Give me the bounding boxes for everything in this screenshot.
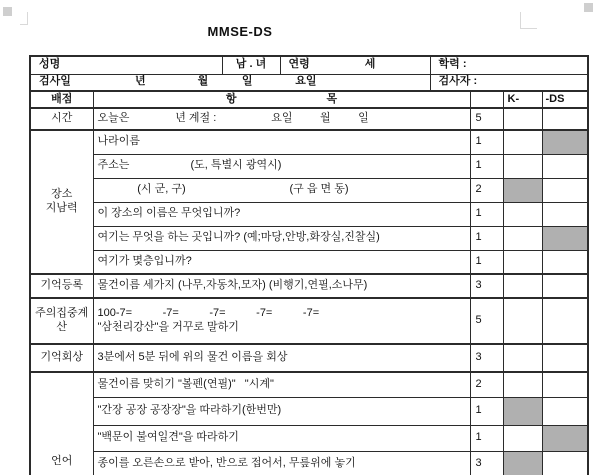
ds-entry-cell[interactable] xyxy=(542,397,588,425)
k-entry-cell[interactable] xyxy=(503,344,542,372)
k-entry-cell-shaded xyxy=(503,178,542,202)
ds-entry-cell-shaded xyxy=(542,226,588,250)
k-entry-cell[interactable] xyxy=(503,130,542,154)
score-value: 1 xyxy=(470,226,503,250)
score-value: 3 xyxy=(470,451,503,475)
item-line: 100-7= -7= -7= -7= -7= xyxy=(97,307,320,320)
item-text: 주소는 (도, 특별시 광역시) xyxy=(93,154,470,178)
ds-column-header: -DS xyxy=(542,91,588,108)
score-value: 2 xyxy=(470,372,503,397)
score-value: 3 xyxy=(470,344,503,372)
ds-entry-cell-shaded xyxy=(542,130,588,154)
k-entry-cell[interactable] xyxy=(503,250,542,274)
ds-entry-cell-shaded xyxy=(542,425,588,451)
ds-entry-cell[interactable] xyxy=(542,274,588,298)
score-value: 5 xyxy=(470,298,503,344)
k-entry-cell[interactable] xyxy=(503,298,542,344)
group-label-attention-calculation xyxy=(30,298,93,344)
score-column-header: 배점 xyxy=(30,91,93,108)
page-corner-artifact xyxy=(3,7,12,16)
score-value: 1 xyxy=(470,154,503,178)
sex-field: 남 . 녀 xyxy=(222,56,280,74)
education-field[interactable]: 학력 : xyxy=(430,56,588,74)
k-entry-cell[interactable] xyxy=(503,108,542,130)
examiner-field[interactable]: 검사자 : xyxy=(430,74,588,91)
score-value: 2 xyxy=(470,178,503,202)
score-value: 1 xyxy=(470,397,503,425)
ds-entry-cell[interactable] xyxy=(542,202,588,226)
score-value: 1 xyxy=(470,250,503,274)
item-text: 물건이름 맞히기 "볼펜(연필)" "시계" xyxy=(93,372,470,397)
ds-entry-cell[interactable] xyxy=(542,298,588,344)
item-text: 3분에서 5분 뒤에 위의 물건 이름을 회상 xyxy=(93,344,470,372)
ds-entry-cell[interactable] xyxy=(542,451,588,475)
name-field[interactable]: 성명 xyxy=(30,56,222,74)
ds-entry-cell[interactable] xyxy=(542,372,588,397)
k-entry-cell[interactable] xyxy=(503,202,542,226)
blank-header-cell xyxy=(470,91,503,108)
k-entry-cell-shaded xyxy=(503,397,542,425)
group-label-place-orientation xyxy=(30,130,93,274)
k-entry-cell[interactable] xyxy=(503,274,542,298)
ds-entry-cell[interactable] xyxy=(542,344,588,372)
item-text xyxy=(93,298,470,344)
item-column-header xyxy=(93,91,470,108)
group-label-time: 시간 xyxy=(30,108,93,130)
ds-entry-cell[interactable] xyxy=(542,178,588,202)
item-text: 나라이름 xyxy=(93,130,470,154)
mmse-form-table xyxy=(29,55,589,475)
score-value: 1 xyxy=(470,130,503,154)
margin-corner-mark xyxy=(520,12,537,29)
item-text: 여기가 몇층입니까? xyxy=(93,250,470,274)
item-text: 종이를 오른손으로 받아, 반으로 접어서, 무릎위에 놓기 xyxy=(93,451,470,475)
score-value: 3 xyxy=(470,274,503,298)
item-text: 물건이름 세가지 (나무,자동차,모자) (비행기,연필,소나무) xyxy=(93,274,470,298)
k-entry-cell[interactable] xyxy=(503,226,542,250)
group-label-recall: 기억회상 xyxy=(30,344,93,372)
group-label-line: 장소 xyxy=(51,188,73,201)
k-column-header: K- xyxy=(503,91,542,108)
group-label-line: 지남력 xyxy=(45,202,78,214)
score-value: 5 xyxy=(470,108,503,130)
item-text: 이 장소의 이름은 무엇입니까? xyxy=(93,202,470,226)
item-text: 오늘은 년 계절 : 요일 월 일 xyxy=(93,108,470,130)
k-entry-cell-shaded xyxy=(503,451,542,475)
k-entry-cell[interactable] xyxy=(503,425,542,451)
item-header-right: 목 xyxy=(326,92,338,105)
item-text: 여기는 무엇을 하는 곳입니까? (예;마당,안방,화장실,진찰실) xyxy=(93,226,470,250)
group-label-line: 주의집중계 xyxy=(35,307,89,320)
group-label-language: 언어 xyxy=(30,372,93,475)
score-value: 1 xyxy=(470,425,503,451)
group-label-registration: 기억등록 xyxy=(30,274,93,298)
test-date-field[interactable]: 검사일 년 월 일 요일 xyxy=(30,74,430,91)
ds-entry-cell[interactable] xyxy=(542,108,588,130)
group-label-line: 산 xyxy=(56,321,68,333)
item-text: "간장 공장 공장장"을 따라하기(한번만) xyxy=(93,397,470,425)
item-text: (시 군, 구) (구 읍 면 동) xyxy=(93,178,470,202)
item-header-left: 항 xyxy=(225,92,237,105)
ds-entry-cell[interactable] xyxy=(542,250,588,274)
item-line: "삼천리강산"을 거꾸로 말하기 xyxy=(97,321,239,333)
k-entry-cell[interactable] xyxy=(503,154,542,178)
item-text: "백문이 불여일견"을 따라하기 xyxy=(93,425,470,451)
k-entry-cell[interactable] xyxy=(503,372,542,397)
page-title: MMSE-DS xyxy=(207,24,273,39)
page-corner-artifact xyxy=(584,3,593,12)
ds-entry-cell[interactable] xyxy=(542,154,588,178)
age-field[interactable]: 연령 세 xyxy=(280,56,430,74)
score-value: 1 xyxy=(470,202,503,226)
